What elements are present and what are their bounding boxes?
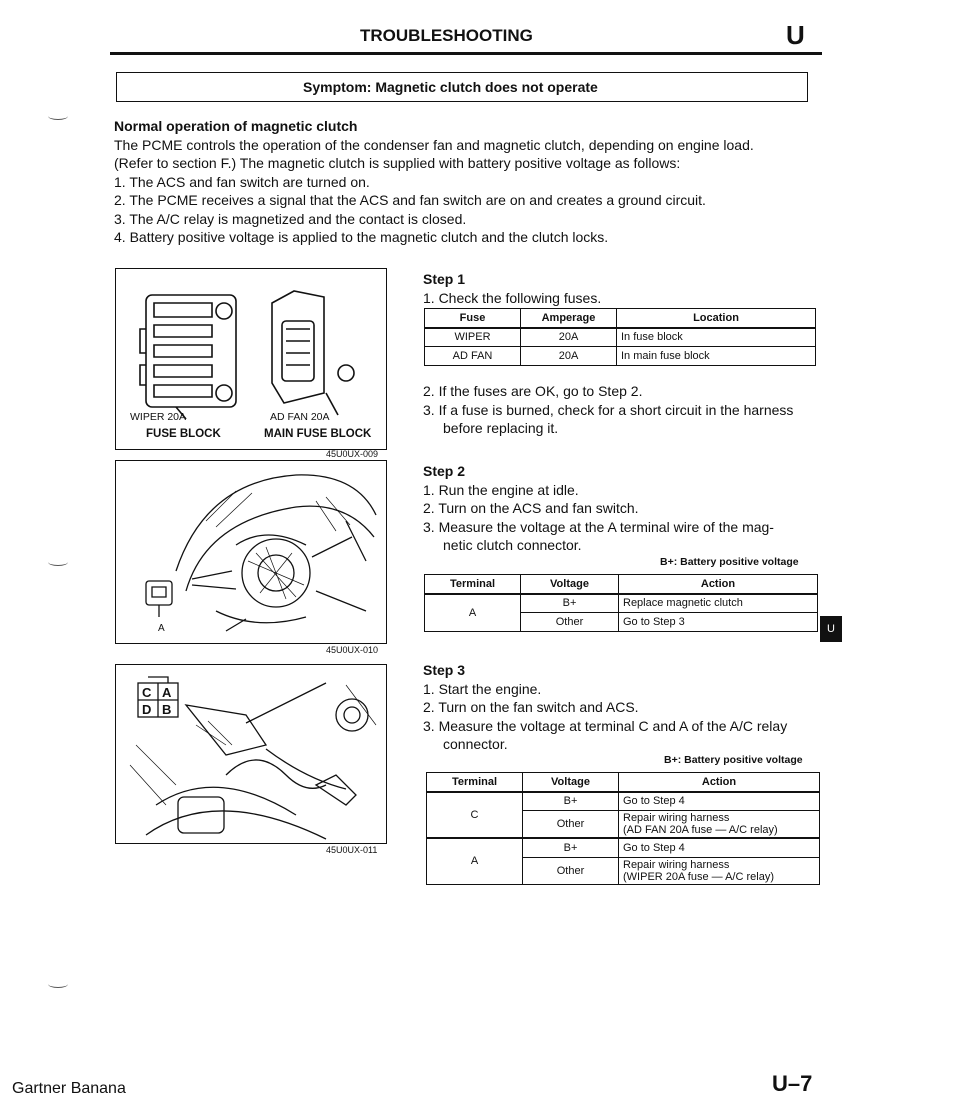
table-cell: B+ xyxy=(523,838,619,857)
table-cell: In main fuse block xyxy=(617,347,816,366)
table-cell: B+ xyxy=(523,792,619,811)
intro-line: 2. The PCME receives a signal that the ACS and fan switch are on and creates a ground circuit. xyxy=(114,192,706,208)
step3-line: connector. xyxy=(443,736,508,752)
section-letter: U xyxy=(786,20,805,50)
table-cell: Other xyxy=(521,613,619,632)
section-side-tab: U xyxy=(820,616,842,642)
table-row xyxy=(427,838,820,857)
table-cell: Replace magnetic clutch xyxy=(619,594,818,613)
step2-title: Step 2 xyxy=(423,463,466,479)
step3-line: 2. Turn on the fan switch and ACS. xyxy=(423,699,639,715)
table-cell: Go to Step 4 xyxy=(619,792,820,811)
table-cell: AD FAN xyxy=(425,347,521,366)
step2-block xyxy=(423,462,823,555)
intro-line: 1. The ACS and fan switch are turned on. xyxy=(114,173,370,190)
figure-code: 45U0UX-011 xyxy=(326,845,378,855)
relay-illustration xyxy=(116,665,388,845)
table-cell: Other xyxy=(523,857,619,884)
table-cell: Other xyxy=(523,811,619,839)
footer-watermark: Gartner Banana xyxy=(12,1080,126,1097)
step3-line: 3. Measure the voltage at terminal C and A of the A/C relay xyxy=(423,717,788,734)
table-cell: Go to Step 3 xyxy=(619,613,818,632)
step2-line: 3. Measure the voltage at the A terminal wire of the mag- xyxy=(423,518,774,535)
intro-line: (Refer to section F.) The magnetic clutch is supplied with battery positive voltage as follows: xyxy=(114,155,681,171)
binder-mark xyxy=(48,980,68,988)
table-cell xyxy=(619,857,820,884)
symptom-box xyxy=(116,72,808,102)
step1-after xyxy=(423,382,823,438)
intro-heading: Normal operation of magnetic clutch xyxy=(114,118,358,134)
step3-note: B+: Battery positive voltage xyxy=(664,754,803,766)
table-row xyxy=(425,328,816,347)
step2-line: 2. Turn on the ACS and fan switch. xyxy=(423,500,639,516)
action-line: Repair wiring harness xyxy=(623,812,730,824)
step2-line: 1. Run the engine at idle. xyxy=(423,481,579,498)
engine-illustration xyxy=(116,461,388,645)
table-cell: 20A xyxy=(521,347,617,366)
table-row xyxy=(425,347,816,366)
figure-code: 45U0UX-010 xyxy=(326,645,379,655)
action-line: (WIPER 20A fuse — A/C relay) xyxy=(623,870,774,883)
step2-voltage-table xyxy=(424,574,818,632)
table-cell: In fuse block xyxy=(617,328,816,347)
relay-terminal-b: B xyxy=(162,702,172,717)
binder-mark xyxy=(48,112,68,120)
header-rule xyxy=(110,52,822,55)
figure-ac-relay xyxy=(115,664,387,844)
step3-block xyxy=(423,661,823,754)
step1-title: Step 1 xyxy=(423,271,466,287)
table-cell: A xyxy=(425,594,521,632)
relay-terminal-d: D xyxy=(142,702,152,717)
fuse-block-illustration xyxy=(116,269,388,451)
fig2-label-a: A xyxy=(158,623,165,634)
table-header: Action xyxy=(619,575,818,594)
step1-line: before replacing it. xyxy=(443,420,559,436)
table-cell: A xyxy=(427,838,523,884)
table-cell: 20A xyxy=(521,328,617,347)
fig1-label-main-fuse-block: MAIN FUSE BLOCK xyxy=(264,428,372,440)
figure-fuse-blocks xyxy=(115,268,387,450)
table-header: Voltage xyxy=(521,575,619,594)
table-header: Amperage xyxy=(521,309,617,328)
step3-voltage-table xyxy=(426,772,820,885)
fig1-label-fuse-block: FUSE BLOCK xyxy=(146,428,221,440)
figure-magnetic-clutch xyxy=(115,460,387,644)
table-cell: Go to Step 4 xyxy=(619,838,820,857)
intro-line: 3. The A/C relay is magnetized and the contact is closed. xyxy=(114,210,467,227)
action-line: Repair wiring harness xyxy=(623,858,730,871)
table-cell xyxy=(619,811,820,839)
step3-title: Step 3 xyxy=(423,662,466,678)
page-header-title: TROUBLESHOOTING xyxy=(360,26,533,45)
step1-line: 3. If a fuse is burned, check for a short circuit in the harness xyxy=(423,401,794,418)
table-header: Action xyxy=(619,773,820,792)
table-row xyxy=(425,594,818,613)
binder-mark xyxy=(48,558,68,566)
step3-line: 1. Start the engine. xyxy=(423,680,542,697)
figure-code: 45U0UX-009 xyxy=(326,449,379,459)
step1-fuse-table xyxy=(424,308,816,366)
table-header: Voltage xyxy=(523,773,619,792)
table-header: Location xyxy=(617,309,816,328)
step1-line: 2. If the fuses are OK, go to Step 2. xyxy=(423,383,643,399)
symptom-text: Symptom: Magnetic clutch does not operate xyxy=(303,79,598,95)
relay-terminal-c: C xyxy=(142,685,152,700)
table-row xyxy=(427,792,820,811)
fig1-label-adfan: AD FAN 20A xyxy=(270,411,330,423)
step1-block xyxy=(423,270,823,307)
step2-line: netic clutch connector. xyxy=(443,537,582,553)
fig1-label-wiper: WIPER 20A xyxy=(130,411,187,423)
relay-terminal-a: A xyxy=(162,685,172,700)
intro-line: 4. Battery positive voltage is applied to the magnetic clutch and the clutch locks. xyxy=(114,229,609,245)
action-line: (AD FAN 20A fuse — A/C relay) xyxy=(623,824,778,836)
page-number: U–7 xyxy=(772,1071,813,1096)
step2-note: B+: Battery positive voltage xyxy=(660,556,799,568)
intro-section xyxy=(114,117,824,247)
table-cell: C xyxy=(427,792,523,839)
table-cell: WIPER xyxy=(425,328,521,347)
table-header: Terminal xyxy=(427,773,523,792)
step1-intro: 1. Check the following fuses. xyxy=(423,289,602,306)
table-cell: B+ xyxy=(521,594,619,613)
table-header: Fuse xyxy=(425,309,521,328)
intro-line: The PCME controls the operation of the condenser fan and magnetic clutch, depending on engine load. xyxy=(114,136,754,153)
table-header: Terminal xyxy=(425,575,521,594)
